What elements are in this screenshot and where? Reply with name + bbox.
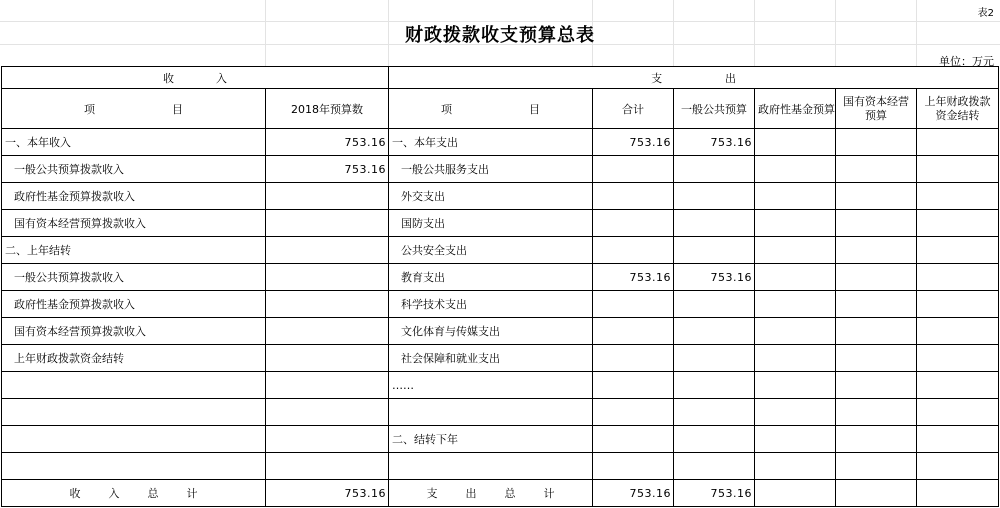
gov-fund-cell[interactable] bbox=[755, 210, 836, 237]
state-capital-cell[interactable] bbox=[836, 237, 917, 264]
totals-row bbox=[2, 480, 999, 507]
gov-fund-cell[interactable] bbox=[755, 291, 836, 318]
carryover-cell[interactable] bbox=[917, 372, 999, 399]
expense-total-cell[interactable]: 753.16 bbox=[593, 480, 674, 507]
carryover-cell[interactable] bbox=[917, 345, 999, 372]
state-capital-cell[interactable] bbox=[836, 372, 917, 399]
general-budget-cell[interactable] bbox=[674, 318, 755, 345]
general-budget-cell[interactable] bbox=[674, 453, 755, 480]
state-capital-cell[interactable] bbox=[836, 210, 917, 237]
total-cell[interactable] bbox=[593, 210, 674, 237]
expense-item-cell[interactable]: 公共安全支出 bbox=[389, 237, 593, 264]
expense-item-cell[interactable]: 一般公共服务支出 bbox=[389, 156, 593, 183]
income-total-amount[interactable]: 753.16 bbox=[266, 480, 389, 507]
gov-fund-cell[interactable] bbox=[755, 399, 836, 426]
total-cell[interactable] bbox=[593, 291, 674, 318]
income-amount-cell[interactable] bbox=[266, 372, 389, 399]
col-state-capital-budget: 国有资本经营预算 bbox=[836, 89, 917, 129]
income-item-cell[interactable] bbox=[2, 372, 266, 399]
expense-item-cell[interactable]: 二、结转下年 bbox=[389, 426, 593, 453]
unit-label: 单位：万元 bbox=[939, 55, 994, 68]
state-capital-cell[interactable] bbox=[836, 453, 917, 480]
carryover-cell[interactable] bbox=[917, 453, 999, 480]
state-capital-cell[interactable] bbox=[836, 156, 917, 183]
table-row bbox=[2, 345, 999, 372]
total-cell[interactable] bbox=[593, 399, 674, 426]
income-amount-cell[interactable]: 753.16 bbox=[266, 156, 389, 183]
general-budget-cell[interactable] bbox=[674, 399, 755, 426]
gov-fund-cell[interactable] bbox=[755, 156, 836, 183]
col-gov-fund-budget: 政府性基金预算 bbox=[755, 89, 836, 129]
column-header-row bbox=[2, 89, 999, 129]
income-amount-cell[interactable] bbox=[266, 237, 389, 264]
state-capital-cell[interactable] bbox=[836, 264, 917, 291]
carryover-cell[interactable] bbox=[917, 129, 999, 156]
table-row bbox=[2, 210, 999, 237]
table-row bbox=[2, 399, 999, 426]
income-amount-cell[interactable] bbox=[266, 183, 389, 210]
carryover-cell[interactable] bbox=[917, 291, 999, 318]
carryover-cell[interactable] bbox=[917, 210, 999, 237]
income-amount-cell[interactable] bbox=[266, 399, 389, 426]
income-item-cell[interactable] bbox=[2, 426, 266, 453]
income-section-header: 收 入 bbox=[2, 67, 389, 89]
general-budget-cell[interactable] bbox=[674, 372, 755, 399]
income-amount-cell[interactable] bbox=[266, 291, 389, 318]
carryover-cell[interactable] bbox=[917, 183, 999, 210]
total-cell[interactable]: 753.16 bbox=[593, 129, 674, 156]
expense-item-cell[interactable]: 国防支出 bbox=[389, 210, 593, 237]
general-budget-cell[interactable]: 753.16 bbox=[674, 264, 755, 291]
carryover-cell[interactable] bbox=[917, 399, 999, 426]
table-row bbox=[2, 129, 999, 156]
total-cell[interactable] bbox=[593, 156, 674, 183]
general-budget-cell[interactable]: 753.16 bbox=[674, 129, 755, 156]
gov-fund-cell[interactable] bbox=[755, 345, 836, 372]
gov-fund-total-cell[interactable] bbox=[755, 480, 836, 507]
page-title: 财政拨款收支预算总表 bbox=[405, 25, 595, 46]
budget-table bbox=[1, 66, 999, 507]
expense-section-header: 支 出 bbox=[389, 67, 999, 89]
total-cell[interactable] bbox=[593, 183, 674, 210]
col-total: 合计 bbox=[593, 89, 674, 129]
section-header-row bbox=[2, 67, 999, 89]
gov-fund-cell[interactable] bbox=[755, 372, 836, 399]
col-income-budget: 2018年预算数 bbox=[266, 89, 389, 129]
general-total-cell[interactable]: 753.16 bbox=[674, 480, 755, 507]
income-amount-cell[interactable] bbox=[266, 453, 389, 480]
state-capital-cell[interactable] bbox=[836, 399, 917, 426]
expense-item-cell[interactable]: 教育支出 bbox=[389, 264, 593, 291]
income-total-label: 收 入 总 计 bbox=[2, 480, 266, 507]
col-carryover-prev: 上年财政拨款资金结转 bbox=[917, 89, 999, 129]
col-income-item: 项 目 bbox=[2, 89, 266, 129]
income-item-cell[interactable]: 上年财政拨款资金结转 bbox=[2, 345, 266, 372]
carryover-cell[interactable] bbox=[917, 156, 999, 183]
gov-fund-cell[interactable] bbox=[755, 264, 836, 291]
general-budget-cell[interactable] bbox=[674, 237, 755, 264]
expense-item-cell[interactable]: 科学技术支出 bbox=[389, 291, 593, 318]
expense-item-cell[interactable]: 一、本年支出 bbox=[389, 129, 593, 156]
state-capital-cell[interactable] bbox=[836, 345, 917, 372]
gov-fund-cell[interactable] bbox=[755, 237, 836, 264]
income-item-cell[interactable]: 国有资本经营预算拨款收入 bbox=[2, 318, 266, 345]
carryover-total-cell[interactable] bbox=[917, 480, 999, 507]
state-capital-cell[interactable] bbox=[836, 129, 917, 156]
total-cell[interactable] bbox=[593, 426, 674, 453]
total-cell[interactable] bbox=[593, 453, 674, 480]
table-label: 表2 bbox=[977, 8, 994, 19]
total-cell[interactable] bbox=[593, 318, 674, 345]
table-row bbox=[2, 291, 999, 318]
income-amount-cell[interactable] bbox=[266, 264, 389, 291]
table-row bbox=[2, 156, 999, 183]
total-cell[interactable] bbox=[593, 237, 674, 264]
income-item-cell[interactable]: 国有资本经营预算拨款收入 bbox=[2, 210, 266, 237]
col-expense-item: 项 目 bbox=[389, 89, 593, 129]
income-item-cell[interactable]: 一、本年收入 bbox=[2, 129, 266, 156]
income-amount-cell[interactable]: 753.16 bbox=[266, 129, 389, 156]
table-row bbox=[2, 237, 999, 264]
carryover-cell[interactable] bbox=[917, 237, 999, 264]
general-budget-cell[interactable] bbox=[674, 156, 755, 183]
general-budget-cell[interactable] bbox=[674, 426, 755, 453]
income-item-cell[interactable]: 一般公共预算拨款收入 bbox=[2, 156, 266, 183]
income-item-cell[interactable]: 二、上年结转 bbox=[2, 237, 266, 264]
state-capital-cell[interactable] bbox=[836, 183, 917, 210]
expense-item-cell[interactable]: 社会保障和就业支出 bbox=[389, 345, 593, 372]
income-item-cell[interactable] bbox=[2, 399, 266, 426]
state-capital-cell[interactable] bbox=[836, 318, 917, 345]
state-capital-cell[interactable] bbox=[836, 291, 917, 318]
carryover-cell[interactable] bbox=[917, 264, 999, 291]
expense-item-cell[interactable]: …… bbox=[389, 372, 593, 399]
gov-fund-cell[interactable] bbox=[755, 453, 836, 480]
carryover-cell[interactable] bbox=[917, 318, 999, 345]
gov-fund-cell[interactable] bbox=[755, 426, 836, 453]
income-item-cell[interactable] bbox=[2, 453, 266, 480]
general-budget-cell[interactable] bbox=[674, 345, 755, 372]
income-amount-cell[interactable] bbox=[266, 210, 389, 237]
income-item-cell[interactable]: 一般公共预算拨款收入 bbox=[2, 264, 266, 291]
general-budget-cell[interactable] bbox=[674, 183, 755, 210]
expense-item-cell[interactable]: 文化体育与传媒支出 bbox=[389, 318, 593, 345]
carryover-cell[interactable] bbox=[917, 426, 999, 453]
table-row bbox=[2, 264, 999, 291]
state-capital-total-cell[interactable] bbox=[836, 480, 917, 507]
gov-fund-cell[interactable] bbox=[755, 318, 836, 345]
income-amount-cell[interactable] bbox=[266, 345, 389, 372]
table-row bbox=[2, 372, 999, 399]
income-amount-cell[interactable] bbox=[266, 426, 389, 453]
total-cell[interactable]: 753.16 bbox=[593, 264, 674, 291]
general-budget-cell[interactable] bbox=[674, 291, 755, 318]
expense-item-cell[interactable]: 外交支出 bbox=[389, 183, 593, 210]
gov-fund-cell[interactable] bbox=[755, 183, 836, 210]
expense-total-label: 支 出 总 计 bbox=[389, 480, 593, 507]
gov-fund-cell[interactable] bbox=[755, 129, 836, 156]
expense-item-cell[interactable] bbox=[389, 399, 593, 426]
income-item-cell[interactable]: 政府性基金预算拨款收入 bbox=[2, 291, 266, 318]
expense-item-cell[interactable] bbox=[389, 453, 593, 480]
general-budget-cell[interactable] bbox=[674, 210, 755, 237]
table-row bbox=[2, 183, 999, 210]
total-cell[interactable] bbox=[593, 345, 674, 372]
state-capital-cell[interactable] bbox=[836, 426, 917, 453]
table-row bbox=[2, 426, 999, 453]
table-row bbox=[2, 453, 999, 480]
total-cell[interactable] bbox=[593, 372, 674, 399]
income-item-cell[interactable]: 政府性基金预算拨款收入 bbox=[2, 183, 266, 210]
table-row bbox=[2, 318, 999, 345]
col-general-budget: 一般公共预算 bbox=[674, 89, 755, 129]
income-amount-cell[interactable] bbox=[266, 318, 389, 345]
